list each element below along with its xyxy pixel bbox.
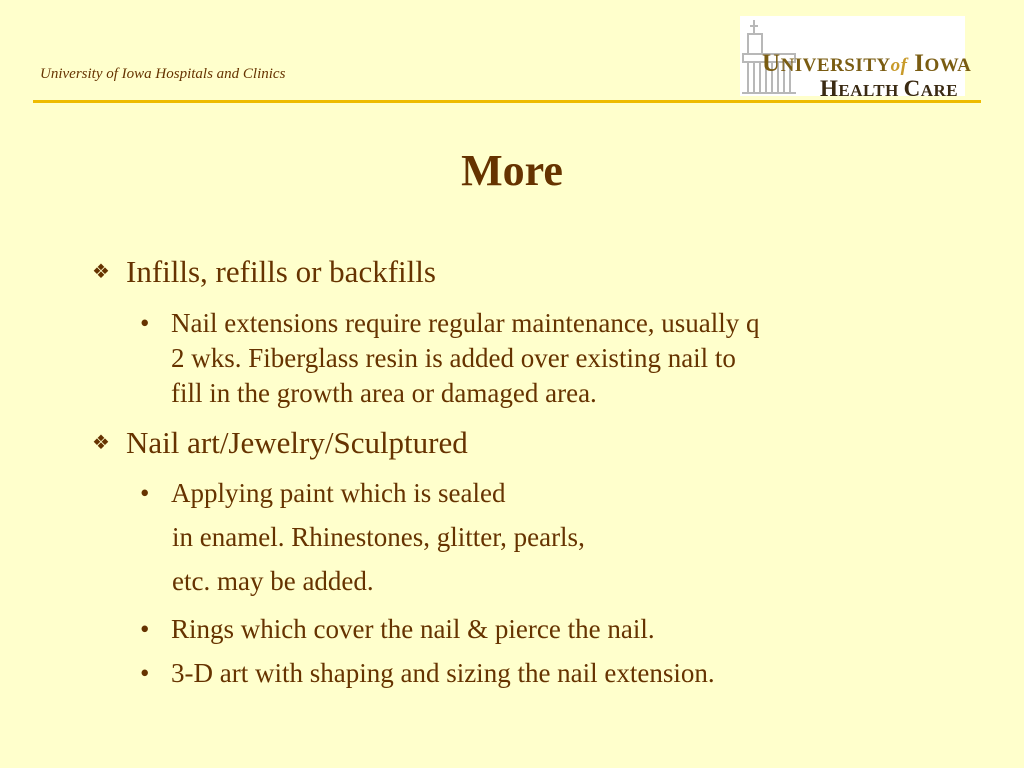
header-organization: University of Iowa Hospitals and Clinics [40,66,286,82]
sub-bullet-text: 3-D art with shaping and sizing the nail extension. [171,658,715,688]
diamond-bullet-icon: ❖ [92,432,110,454]
dot-bullet-icon: • [140,308,150,338]
sub-bullet-text: Rings which cover the nail & pierce the nail. [171,614,655,644]
continuation-line: in enamel. Rhinestones, glitter, pearls, [172,522,585,552]
sub-bullet-line: 2 wks. Fiberglass resin is added over existing nail to [171,343,736,373]
dot-bullet-icon: • [140,614,150,644]
sub-bullet-item [140,306,760,411]
sub-bullet-text: Applying paint which is sealed [171,478,506,508]
continuation-line: etc. may be added. [172,566,374,596]
dot-bullet-icon: • [140,658,150,688]
sub-bullet-item [140,612,655,647]
sub-bullet-line: fill in the growth area or damaged area. [171,378,597,408]
bullet-item [92,425,468,461]
sub-bullet-line: Nail extensions require regular maintenance, usually q [171,308,760,338]
logo-health-care-text: HEALTH CARE [820,76,959,101]
diamond-bullet-icon: ❖ [92,261,110,283]
sub-bullet-item [140,476,505,511]
bullet-text: Nail art/Jewelry/Sculptured [126,425,468,460]
university-logo [740,16,972,101]
bullet-item [92,254,436,290]
sub-bullet-item [140,656,715,691]
logo-university-text: UNIVERSITYof IOWA [762,50,972,77]
dot-bullet-icon: • [140,478,150,508]
slide-title: More [461,146,563,195]
bullet-text: Infills, refills or backfills [126,254,436,289]
